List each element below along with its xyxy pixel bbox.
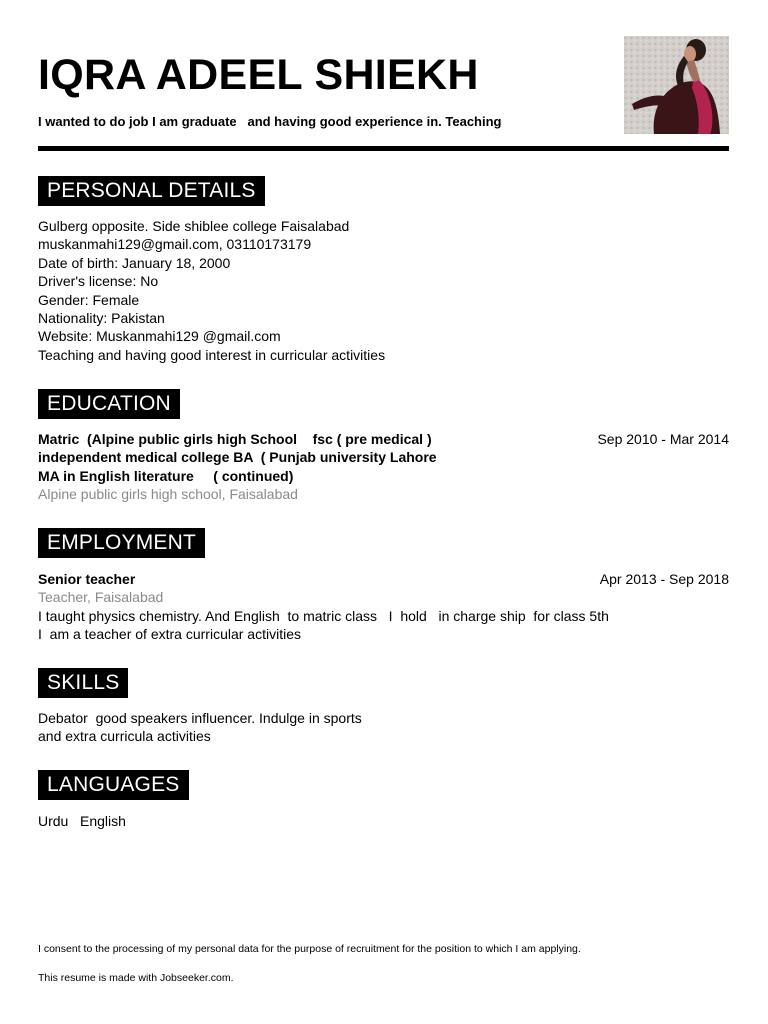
nationality-text: Nationality: Pakistan (38, 309, 165, 326)
interest-text: Teaching and having good interest in curricular activities (38, 346, 386, 363)
header-divider (38, 146, 729, 151)
job-place: Teacher, Faisalabad (38, 589, 164, 606)
education-line-3: MA in English literature ( continued) (38, 467, 294, 484)
languages-text (38, 812, 729, 830)
education-line-1: Matric (Alpine public girls high School fsc ( pre medical ) (38, 431, 432, 447)
job-title: Senior teacher (38, 571, 136, 587)
section-heading-skills: SKILLS (38, 668, 128, 698)
made-with-note: This resume is made with Jobseeker.com. (38, 972, 234, 984)
job-description-2: I am a teacher of extra curricular activities (38, 626, 301, 643)
consent-note: I consent to the processing of my personal data for the purpose of recruitment for the position to which I am applying. (38, 943, 581, 955)
education-dates: Sep 2010 - Mar 2014 (597, 431, 729, 447)
education-school: Alpine public girls high school, Faisalabad (38, 486, 298, 503)
languages-list: Urdu English (38, 813, 126, 829)
candidate-tagline: I wanted to do job I am graduate and having good experience in. Teaching (38, 114, 502, 129)
personal-details (38, 217, 729, 364)
education-entry (38, 430, 729, 504)
section-heading-education: EDUCATION (38, 389, 180, 419)
contact-text: muskanmahi129@gmail.com, 03110173179 (38, 236, 312, 253)
job-description-1: I taught physics chemistry. And English to matric class I hold in charge ship for class 5th (38, 607, 609, 624)
section-heading-languages: LANGUAGES (38, 770, 189, 800)
candidate-name: IQRA ADEEL SHIEKH (38, 51, 479, 99)
skills-line-2: and extra curricula activities (38, 728, 211, 745)
license-text: Driver's license: No (38, 273, 159, 290)
employment-dates: Apr 2013 - Sep 2018 (599, 571, 729, 587)
education-line-2: independent medical college BA ( Punjab university Lahore (38, 449, 437, 466)
section-heading-employment: EMPLOYMENT (38, 528, 205, 558)
profile-photo (624, 36, 729, 134)
employment-entry (38, 570, 729, 644)
gender-text: Gender: Female (38, 291, 140, 308)
skills-text (38, 709, 729, 746)
section-heading-personal: PERSONAL DETAILS (38, 176, 265, 206)
dob-text: Date of birth: January 18, 2000 (38, 254, 231, 271)
skills-line-1: Debator good speakers influencer. Indulge in sports (38, 710, 362, 726)
website-text: Website: Muskanmahi129 @gmail.com (38, 328, 281, 345)
address-text: Gulberg opposite. Side shiblee college Faisalabad (38, 218, 350, 234)
